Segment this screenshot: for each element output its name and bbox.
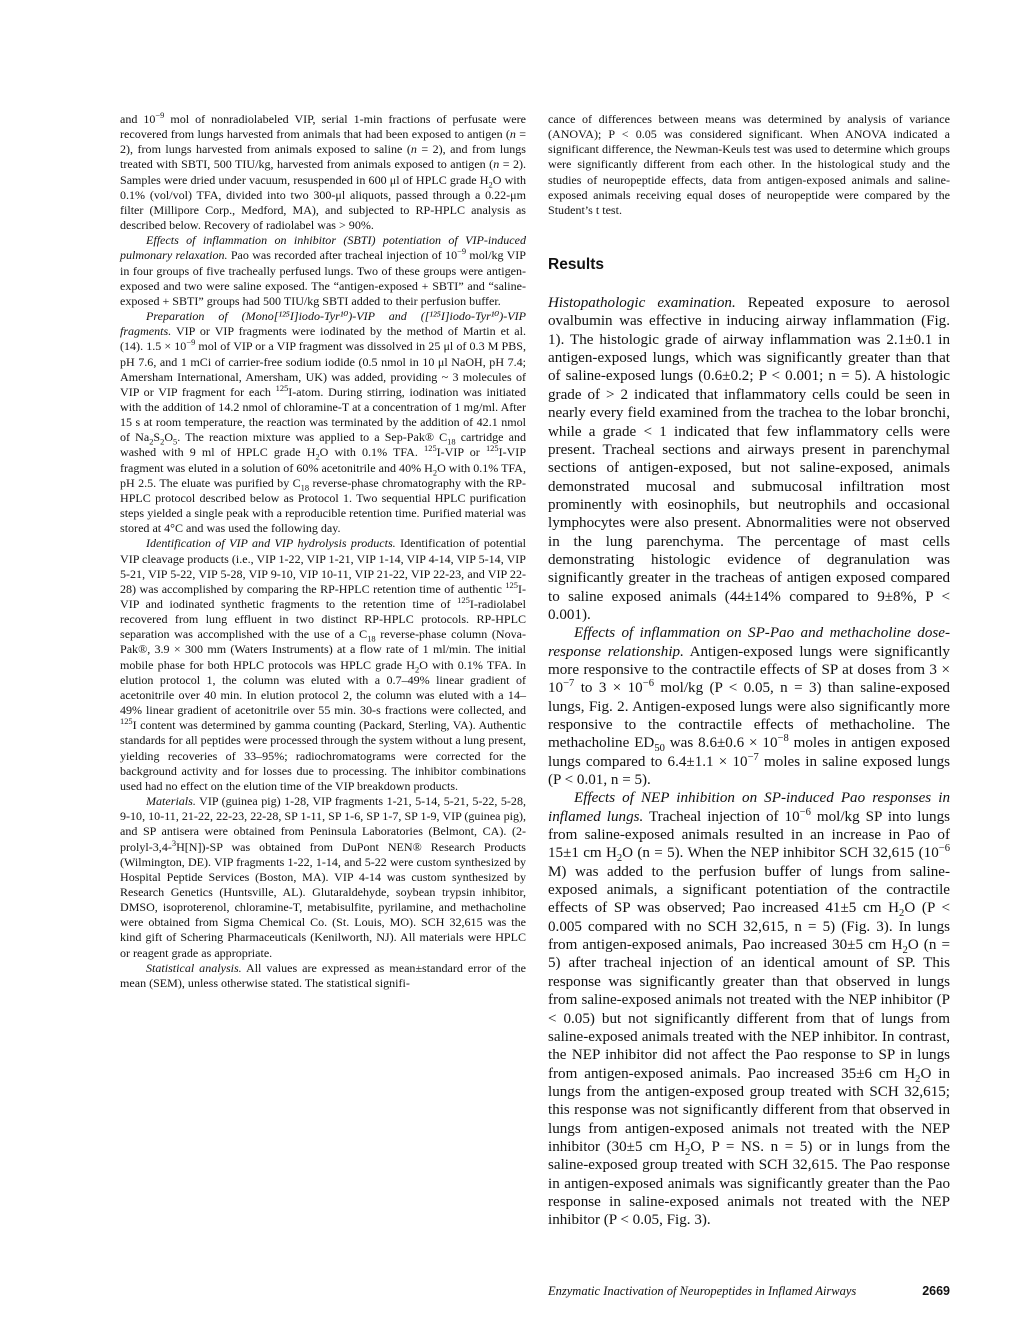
subsection-title: Effects of inflammation on SP-Pao and methacholine dose-response relationship. [548,625,950,660]
page-number: 2669 [922,1284,950,1298]
paragraph-statistical-analysis: Statistical analysis. All values are expressed as mean±standard error of the mean (SEM), unless otherwise stated. The statistical signifi- [120,960,526,990]
subsection-title: Materials. [146,794,196,809]
paragraph-dose-response: Effects of inflammation on SP-Pao and methacholine dose-response relationship. Antigen-exposed lungs were significantly more responsive to the contractile effects of SP at doses from $3 \times 10^{-7}$ to $3 \times 10^{-6}$ mol/kg (P < 0.05, n = 3) than saline-exposed lungs, Fig. 2. Antigen-exposed lungs were also significantly more responsive to the contractile effects of methacholine. The methacholine $ED_{50}$ was $8.6\pm 0.6 \times 10^{-8}$ moles in antigen exposed lungs compared to $6.4\pm 1.1 \times 10^{-7}$ moles in saline exposed lungs (P < 0.01, n = 5). [548,625,950,789]
paragraph-nep-inhibition: Effects of NEP inhibition on SP-induced Pao responses in inflamed lungs. Tracheal injection of $10^{-6}$ mol/kg SP into lungs from saline-exposed animals resulted in an increase in Pao of 15±1 cm $H_2O$ (n = 5). When the NEP inhibitor SCH 32,615 ($10^{-6}$ M) was added to the perfusion buffer of lungs from saline-exposed animals, a significant potentiation of the contractile effects of SP was observed; Pao increased 41±5 cm $H_2O$ (P < 0.005 compared with no SCH 32,615, n = 5) (Fig. 3). In lungs from antigen-exposed animals, Pao increased 30±5 cm $H_2O$ (n = 5) after tracheal injection of an identical amount of SP. This response was significantly greater than that observed in lungs from saline-exposed animals not treated with the NEP inhibitor (P < 0.05) but not significantly different from that of lungs from saline-exposed animals treated with the NEP inhibitor. In contrast, the NEP inhibitor did not affect the Pao response to SP in lungs from antigen-exposed animals. Pao increased 35±6 cm $H_2O$ in lungs from the antigen-exposed group treated with SCH 32,615; this response was not significantly different from that observed in lungs from antigen-exposed animals not treated with the NEP inhibitor (30±5 cm $H_2O$, P = NS. n = 5) or in lungs from the saline-exposed group treated with SCH 32,615. The Pao response in antigen-exposed animals was significantly greater than the Pao response in saline-exposed animals not treated with the NEP inhibitor (P < 0.05, Fig. 3). [548,790,950,1229]
subsection-title: Identification of VIP and VIP hydrolysis products. [146,536,396,551]
subsection-title: Preparation of (Mono[¹²⁵I]iodo-Tyr¹⁰)-VIP and ([¹²⁵I]iodo-Tyr¹⁰)-VIP fragments. [120,309,526,339]
paragraph-hydrolysis-products: Identification of VIP and VIP hydrolysis products. Identification of potential VIP cleavage products (i.e., VIP 1-22, VIP 1-21, VIP 1-14, VIP 4-14, VIP 5-14, VIP 5-21, VIP 5-22, VIP 5-28, VIP 9-10, VIP 10-11, VIP 21-22, VIP 22-23, and VIP 22-28) was accomplished by comparing the RP-HPLC retention time of authentic $^{125}$I-VIP and iodinated synthetic fragments to the retention time of $^{125}$I-radiolabel recovered from lung effluent in two distinct RP-HPLC protocols. RP-HPLC separation was accomplished with the use of a $C_{18}$ reverse-phase column (Nova-Pak®, 3.9 × 300 mm (Waters Instruments) at a flow rate of 1 ml/min. The initial mobile phase for both HPLC protocols was HPLC grade $H_2O$ with 0.1% TFA. In elution protocol 1, the column was eluted with a 0.7–49% linear gradient of acetonitrile over 40 min. In elution protocol 2, the column was eluted with a 14–49% linear gradient of acetonitrile over 55 min. 30-s fractions were collected, and $^{125}$I content was determined by gamma counting (Packard, Sterling, VA). Authentic standards for all peptides were processed through the system without a lung present, yielding recoveries of 33–95%; radiochromatograms were corrected for the background activity and for losses due to processing. The inhibitor combinations used had no effect on the elution time of the VIP breakdown products. [120,536,527,793]
left-column [120,109,527,991]
subsection-title: Histopathologic examination. [548,295,736,312]
section-heading-results: Results [548,256,604,274]
paragraph-statistics-continued: cance of differences between means was determined by analysis of variance (ANOVA); P < 0.05 was considered significant. When ANOVA indicated a significant difference, the Newman-Keuls test was used to determine which groups were significantly different from each other. In the histological study and the studies of neuropeptide effects, data from antigen-exposed animals and saline-exposed animals receiving equal doses of neuropeptide were compared by the Student’s t test. [548,112,950,217]
running-title: Enzymatic Inactivation of Neuropeptides in Inflamed Airways [548,1284,857,1298]
paragraph-iodination: Preparation of (Mono[¹²⁵I]iodo-Tyr¹⁰)-VIP and ([¹²⁵I]iodo-Tyr¹⁰)-VIP fragments. VIP or VIP fragments were iodinated by the method of Martin et al. (14). $1.5 \times 10^{-9}$ mol of VIP or a VIP fragment was dissolved in 25 μl of 0.3 M PBS, pH 7.6, and 1 mCi of carrier-free sodium iodide (0.5 nmol in 10 μl NaOH, pH 7.4; Amersham International, Amersham, UK) was added, providing ~ 3 molecules of VIP or VIP fragment for each $^{125}$I-atom. During stirring, iodination was initiated with the addition of 14.2 nmol of chloramine-T at a concentration of 1 mg/ml. After 15 s at room temperature, the reaction was terminated by the addition of 42.1 nmol of $Na_2S_2O_5$. The reaction mixture was applied to a Sep-Pak® $C_{18}$ cartridge and washed with 9 ml of HPLC grade $H_2O$ with 0.1% TFA. $^{125}$I-VIP or $^{125}$I-VIP fragment was eluted in a solution of 60% acetonitrile and 40% $H_2O$ with 0.1% TFA, pH 2.5. The eluate was purified by $C_{18}$ reverse-phase chromatography with the RP-HPLC protocol described below as Protocol 1. Two sequential HPLC purification steps yielded a single peak with a reproducible retention time. Purified material was stored at 4°C and was used the following day. [120,309,527,536]
paragraph-perfusate-recovery: and $10^{-9}$ mol of nonradiolabeled VIP, serial 1-min fractions of perfusate were recovered from lungs harvested from animals that had been exposed to antigen (n = 2), from lungs harvested from animals exposed to saline (n = 2), and from lungs treated with SBTI, 500 TIU/kg, harvested from animals exposed to antigen (n = 2). Samples were dried under vacuum, resuspended in 600 μl of HPLC grade $H_2O$ with 0.1% (vol/vol) TFA, divided into two 300-μl aliquots, passed through a 0.22-μm filter (Millipore Corp., Medford, MA), and subjected to RP-HPLC analysis as described below. Recovery of radiolabel was > 90%. [120,109,527,233]
paragraph-materials: Materials. VIP (guinea pig) 1-28, VIP fragments 1-21, 5-14, 5-21, 5-22, 5-28, 9-10, 10-11, 21-22, 22-23, 22-28, SP 1-11, SP 1-6, SP 1-7, SP 1-9, VIP (guinea pig), and SP antisera were obtained from Peninsula Laboratories (Belmont, CA). (2-prolyl-3,4-$^3$H[N])-SP was obtained from DuPont NEN® Research Products (Wilmington, DE). VIP fragments 1-22, 1-14, and 5-22 were custom synthesized by Hospital Peptide Services (Boston, MA). VIP 4-14 was custom synthesized by Research Genetics (Huntsville, AL). Glutaraldehyde, soybean trypsin inhibitor, DMSO, isoproterenol, chloramine-T, metabisulfite, pyrilamine, and methacholine were obtained from Sigma Chemical Co. (St. Louis, MO). SCH 32,615 was the kind gift of Schering Pharmaceuticals (Kenilworth, NJ). All materials were HPLC or reagent grade as appropriate. [120,794,526,960]
paragraph-histopathology: Histopathologic examination. Repeated exposure to aerosol ovalbumin was effective in inducing airway inflammation (Fig. 1). The histologic grade of airway inflammation was 2.1±0.1 in antigen-exposed lungs, which was significantly greater than that of saline-exposed lungs (0.6±0.2; P < 0.001; n = 5). A histologic grade of > 2 indicated that inflammatory cells could be seen in nearly every field examined from the trachea to the lobar bronchi, while a grade < 1 indicated that few inflammatory cells were present. Tracheal sections and airways present in parenchymal sections of antigen-exposed, but not saline-exposed, animals demonstrated mucosal and submucosal infiltration most prominently with eosinophils, but neutrophils and occasional lymphocytes were also present. Abnormalities were not observed in the lung parenchyma. The percentage of mast cells demonstrating histologic evidence of degranulation was significantly greater in the tracheas of antigen exposed compared to saline exposed animals (44±14% compared to 9±8%, P < 0.001). [548,295,950,623]
paragraph-sbti-potentiation: Effects of inflammation on inhibitor (SBTI) potentiation of VIP-induced pulmonary relaxation. Pao was recorded after tracheal injection of $10^{-9}$ mol/kg VIP in four groups of five tracheally perfused lungs. Two of these groups were antigen-exposed and two were saline exposed. The “antigen-exposed + SBTI” and “saline-exposed + SBTI” groups had 500 TIU/kg SBTI added to their perfusion buffer. [120,233,526,308]
subsection-title: Effects of inflammation on inhibitor (SBTI) potentiation of VIP-induced pulmonary relaxation. [120,233,526,263]
subsection-title: Effects of NEP inhibition on SP-induced Pao responses in inflamed lungs. [548,790,950,825]
subsection-title: Statistical analysis. [146,960,242,975]
right-column [548,112,950,1230]
